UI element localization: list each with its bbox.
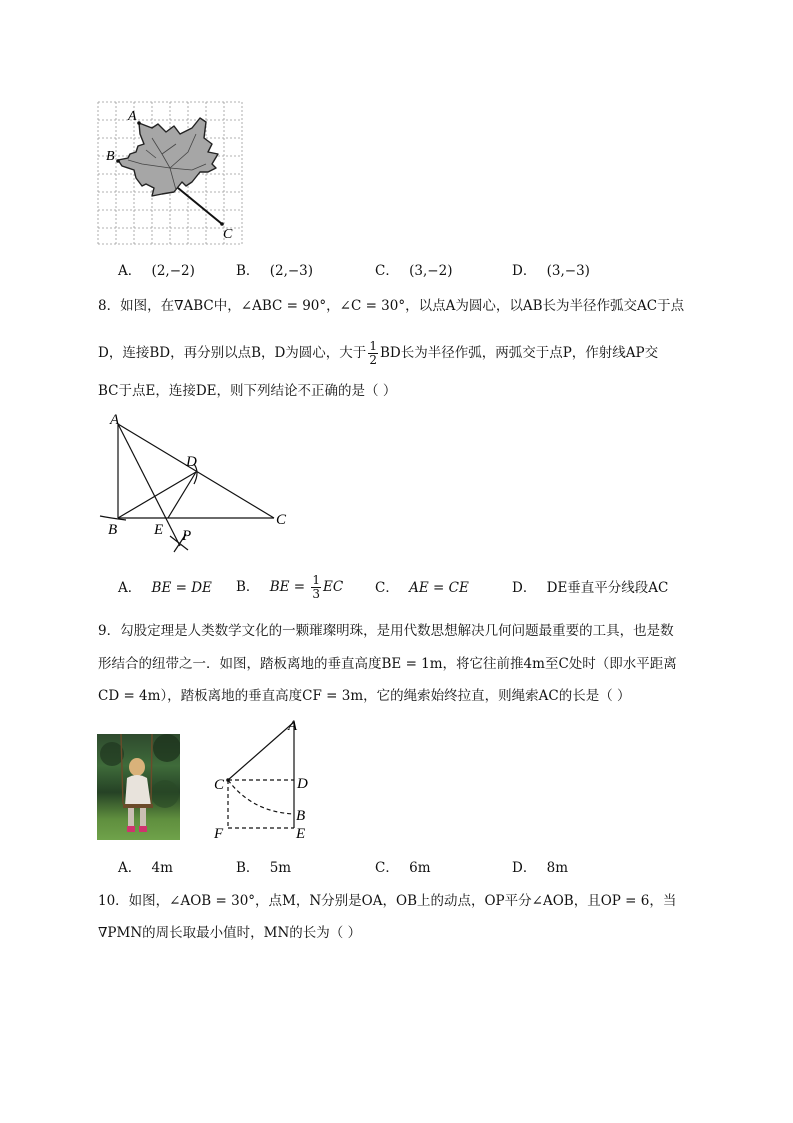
- option-letter: B．: [236, 263, 260, 279]
- q8-stem-line-2: [98, 340, 658, 367]
- q8-option-d[interactable]: [512, 578, 668, 598]
- option-letter: B．: [236, 860, 260, 876]
- option-value: 5m: [269, 860, 292, 876]
- fraction-denominator: 3: [312, 587, 321, 601]
- fraction-numerator: 1: [369, 339, 377, 353]
- label-d: D: [297, 776, 308, 792]
- fraction-numerator: 1: [312, 573, 321, 587]
- label-c: C: [214, 777, 225, 793]
- q9-option-c[interactable]: [375, 858, 431, 878]
- q7-option-b[interactable]: [236, 261, 313, 281]
- option-letter: D．: [512, 263, 537, 279]
- q8-line2-a: D，连接BD，再分别以点B，D为圆心，大于: [98, 345, 367, 361]
- label-f: F: [214, 826, 224, 842]
- q8-stem-line-3: BC于点E，连接DE，则下列结论不正确的是（ ）: [98, 383, 397, 399]
- option-letter: D．: [512, 860, 537, 876]
- option-value: (2,−3): [269, 263, 314, 279]
- swing-diagram: [212, 714, 322, 842]
- q8-option-b[interactable]: [236, 574, 343, 601]
- q8-option-c[interactable]: [375, 578, 469, 598]
- maple-leaf-grid-figure: [92, 98, 252, 248]
- q8-stem-line-1: 8．如图，在∇ABC中，∠ABC = 90°，∠C = 30°，以点A为圆心，以AB长为半径作弧交AC于点: [98, 298, 685, 314]
- option-value: 8m: [546, 860, 569, 876]
- label-a: A: [288, 718, 298, 734]
- option-value-pre: BE =: [269, 579, 306, 595]
- q8-line2-b: BD长为半径作弧，两弧交于点P，作射线AP交: [379, 345, 659, 361]
- option-letter: A．: [118, 263, 142, 279]
- swing-girl-illustration: [97, 734, 180, 840]
- label-a: A: [128, 109, 137, 124]
- label-e: E: [296, 826, 306, 842]
- option-letter: C．: [375, 263, 399, 279]
- q10-stem-line-1: 10．如图，∠AOB = 30°，点M，N分别是OA，OB上的动点，OP平分∠AOB，且OP = 6，当: [98, 893, 677, 909]
- q9-option-b[interactable]: [236, 858, 291, 878]
- label-a: A: [110, 412, 120, 428]
- q9-option-d[interactable]: [512, 858, 568, 878]
- option-fraction: [311, 574, 321, 601]
- option-value-post: EC: [323, 579, 344, 595]
- option-value: (3,−2): [409, 263, 453, 279]
- triangle-abc-figure: [96, 410, 296, 558]
- swing-photo: [97, 734, 180, 840]
- q9-option-a[interactable]: [118, 858, 173, 878]
- option-letter: D．: [512, 580, 537, 596]
- q7-option-a[interactable]: [118, 261, 195, 281]
- q9-stem-line-3: CD = 4m），踏板离地的垂直高度CF = 3m，它的绳索始终拉直，则绳索AC的长是（ ）: [98, 688, 631, 704]
- q9-stem-line-2: 形结合的纽带之一．如图，踏板离地的垂直高度BE = 1m，将它往前推4m至C处时（即水平距离: [98, 656, 677, 672]
- label-b: B: [108, 522, 118, 538]
- option-value: (2,−2): [151, 263, 195, 279]
- q7-option-d[interactable]: [512, 261, 590, 281]
- option-letter: C．: [375, 860, 399, 876]
- option-value: DE垂直平分线段AC: [546, 580, 669, 596]
- label-d: D: [186, 454, 197, 470]
- label-c: C: [276, 512, 287, 528]
- fraction-denominator: 2: [369, 353, 377, 367]
- q9-stem-line-1: 9．勾股定理是人类数学文化的一颗璀璨明珠，是用代数思想解决几何问题最重要的工具，也是数: [98, 623, 674, 639]
- label-b: B: [106, 149, 115, 164]
- label-e: E: [154, 522, 164, 538]
- option-letter: A．: [118, 860, 142, 876]
- q8-fraction: [368, 340, 378, 367]
- option-value: 4m: [151, 860, 173, 876]
- label-c: C: [223, 227, 233, 242]
- option-value: 6m: [409, 860, 431, 876]
- option-value: (3,−3): [546, 263, 590, 279]
- q7-option-c[interactable]: [375, 261, 452, 281]
- option-letter: C．: [375, 580, 399, 596]
- label-b: B: [296, 808, 306, 824]
- option-value: AE = CE: [409, 580, 469, 596]
- option-letter: B．: [236, 579, 260, 595]
- label-p: P: [182, 528, 192, 544]
- option-value: BE = DE: [151, 580, 212, 596]
- q10-stem-line-2: ∇PMN的周长取最小值时，MN的长为（ ）: [98, 925, 362, 941]
- option-letter: A．: [118, 580, 142, 596]
- q8-option-a[interactable]: [118, 578, 212, 598]
